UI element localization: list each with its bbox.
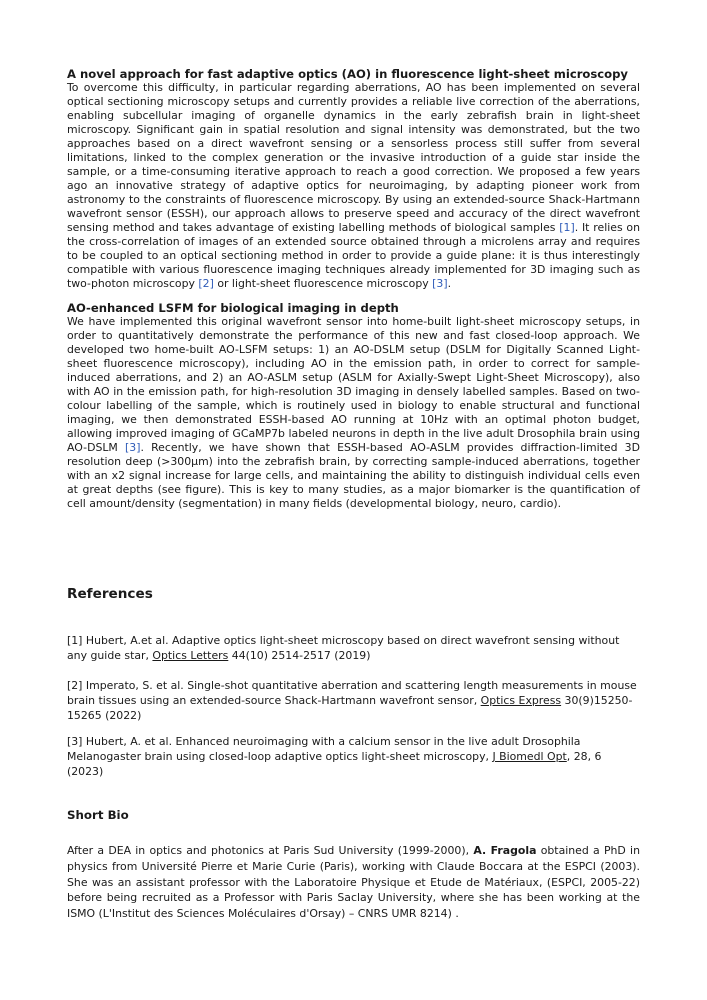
section1-text-4: . xyxy=(447,277,452,290)
citation-link-3[interactable]: [3] xyxy=(432,277,448,290)
reference-3-text: [3] Hubert, A. et al. Enhanced neuroimaging with a calcium sensor in the live adult Drosophila Melanogaster brain using closed-loop adaptive optics light-sheet microscopy, xyxy=(67,735,581,763)
reference-1-tail: 44(10) 2514-2517 (2019) xyxy=(228,649,371,662)
section2-text-1: We have implemented this original wavefront sensor into home-built light-sheet microscopy setups, in order to quantitatively demonstrate the performance of this new and fast closed-loop approach. We developed two home-built AO-LSFM setups: 1) an AO-DSLM setup (DSLM for Digitally Scanned Light-sheet fluorescence microscopy), including AO in the emission path, in order to correct for sample-induced aberrations, and 2) an AO-ASLM setup (ASLM for Axially-Swept Light-Sheet Microscopy), also with AO in the emission path, for high-resolution 3D imaging in densely labelled samples. Based on two-colour labelling of the sample, which is routinely used in biology to enable structural and functional imaging, we then demonstrated ESSH-based AO running at 10Hz with an optimal photon budget, allowing improved imaging of GCaMP7b labeled neurons in depth in the live adult Drosophila brain using AO-DSLM xyxy=(67,315,640,454)
bio-text-2: obtained a PhD in physics from Université Pierre et Marie Curie (Paris), working with Claude Boccara at the ESPCI (2003). She was an assistant professor with the Laboratoire Physique et Etude de Matériaux, (ESPCI, 2005-22) before being recruited as a Professor with Paris Saclay University, where she has been working at the ISMO (L'Institut des Sciences Moléculaires d'Orsay) – CNRS UMR 8214) . xyxy=(67,844,640,921)
bio-author-name: A. Fragola xyxy=(473,844,537,857)
section1-heading: A novel approach for fast adaptive optics (AO) in fluorescence light-sheet microscopy xyxy=(67,67,628,81)
section2-paragraph xyxy=(67,315,640,511)
reference-1-journal-link[interactable]: Optics Letters xyxy=(152,649,229,662)
section2-heading: AO-enhanced LSFM for biological imaging in depth xyxy=(67,301,399,315)
short-bio-paragraph xyxy=(67,843,640,922)
section1-text-3: or light-sheet fluorescence microscopy xyxy=(213,277,433,290)
citation-link-1[interactable]: [1] xyxy=(559,221,575,234)
reference-1 xyxy=(67,633,640,663)
reference-2-journal-link[interactable]: Optics Express xyxy=(480,694,562,707)
citation-link-3b[interactable]: [3] xyxy=(125,441,141,454)
reference-1-text: [1] Hubert, A.et al. Adaptive optics light-sheet microscopy based on direct wavefront sensing without any guide star, xyxy=(67,634,620,662)
citation-link-2[interactable]: [2] xyxy=(198,277,214,290)
reference-2-tail: 30(9)15250-15265 (2022) xyxy=(67,694,633,722)
reference-2-text: [2] Imperato, S. et al. Single-shot quantitative aberration and scattering length measurements in mouse brain tissues using an extended-source Shack-Hartmann wavefront sensor, xyxy=(67,679,637,707)
short-bio-title: Short Bio xyxy=(67,808,129,822)
references-title: References xyxy=(67,586,153,602)
reference-3-tail: , 28, 6 (2023) xyxy=(67,750,602,778)
reference-3 xyxy=(67,734,640,779)
reference-2 xyxy=(67,678,640,723)
bio-text-1: After a DEA in optics and photonics at Paris Sud University (1999-2000), xyxy=(67,844,474,857)
document-body xyxy=(67,67,640,511)
reference-3-journal-link[interactable]: J Biomedl Opt xyxy=(492,750,567,763)
section1-text-2: . It relies on the cross-correlation of images of an extended source obtained through a microlens array and requires to be coupled to an optical sectioning method in order to provide a guide plane: it is thus interestingly compatible with various fluorescence imaging techniques already implemented for 3D imaging such as two-photon microscopy xyxy=(67,221,640,290)
section1-text-1: To overcome this difficulty, in particular regarding aberrations, AO has been implemented on several optical sectioning microscopy setups and currently provides a reliable live correction of the aberrations, enabling subcellular imaging of organelle dynamics in the early zebrafish brain in light-sheet microscopy. Significant gain in spatial resolution and signal intensity was demonstrated, but the two approaches based on a direct wavefront sensing or a sensorless process still suffer from several limitations, linked to the complex generation or the invasive introduction of a guide star inside the sample, or a time-consuming iterative approach to reach a good correction. We proposed a few years ago an innovative strategy of adaptive optics for neuroimaging, by adapting pioneer work from astronomy to the constraints of fluorescence microscopy. By using an extended-source Shack-Hartmann wavefront sensor (ESSH), our approach allows to preserve speed and accuracy of the direct wavefront sensing method and takes advantage of existing labelling methods of biological samples xyxy=(67,81,640,234)
section2-text-2: . Recently, we have shown that ESSH-based AO-ASLM provides diffraction-limited 3D resolution deep (>300µm) into the zebrafish brain, by correcting sample-induced aberrations, together with an x2 signal increase for large cells, and maintaining the ability to distinguish individual cells even at great depths (see figure). This is key to many studies, as a major biomarker is the quantification of cell amount/density (segmentation) in many fields (developmental biology, neuro, cardio). xyxy=(67,441,640,510)
section1-paragraph xyxy=(67,81,640,291)
